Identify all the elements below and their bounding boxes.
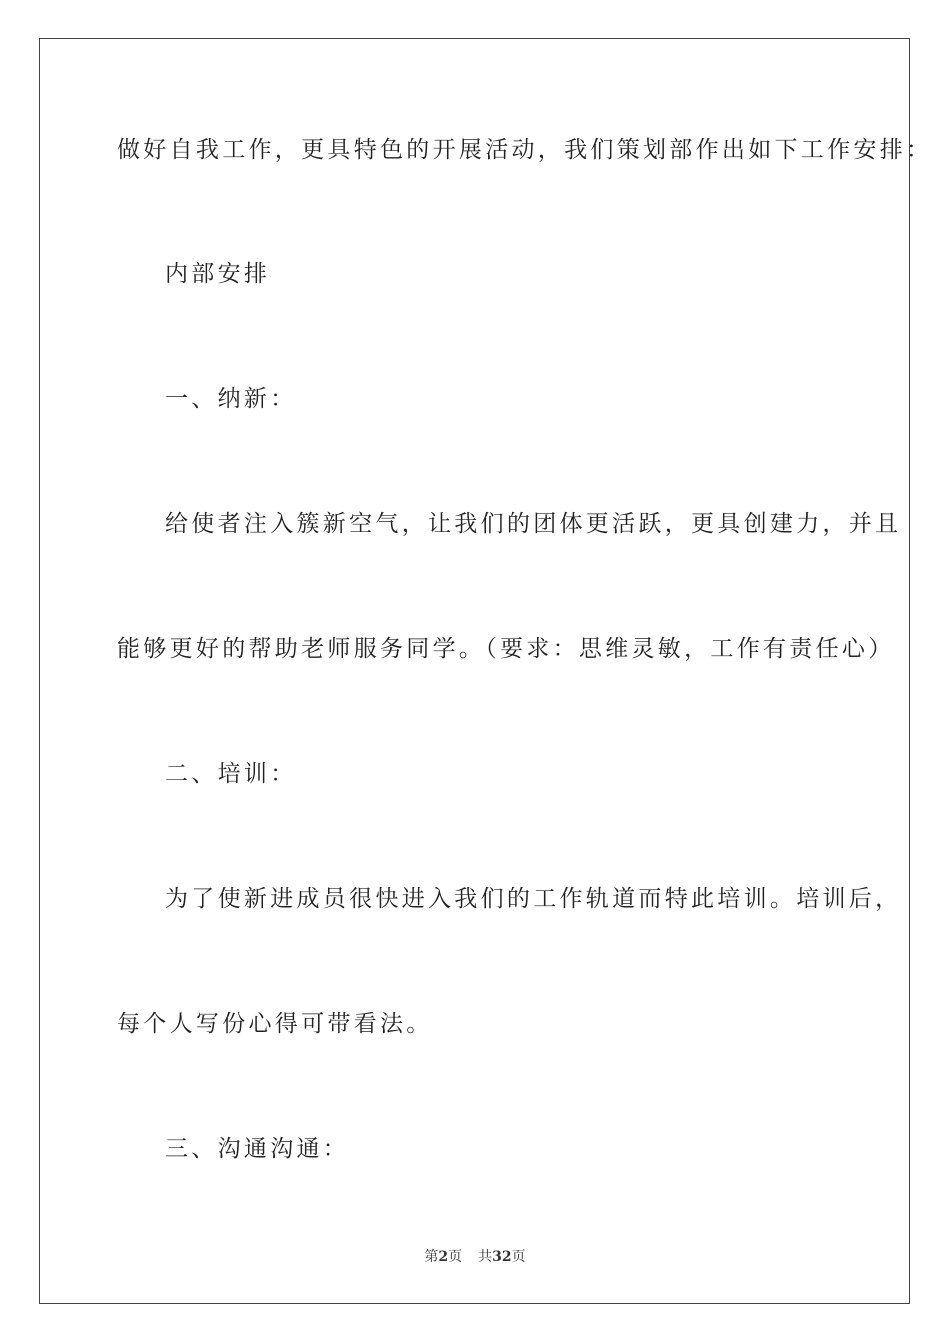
- page-footer: [0, 1246, 950, 1266]
- paragraph-line: 能够更好的帮助老师服务同学。（要求：思维灵敏，工作有责任心）: [117, 636, 895, 662]
- section-heading: 内部安排: [165, 261, 271, 287]
- paragraph-line: 做好自我工作，更具特色的开展活动，我们策划部作出如下工作安排：: [117, 137, 933, 163]
- paragraph-line: 为了使新进成员很快进入我们的工作轨道而特此培训。培训后，: [165, 886, 902, 912]
- total-suffix: 页: [511, 1249, 526, 1265]
- total-prefix: 共: [478, 1249, 493, 1265]
- page-prefix: 第: [424, 1249, 439, 1265]
- page-number: 2: [438, 1249, 449, 1265]
- paragraph-line: 每个人写份心得可带看法。: [117, 1011, 433, 1037]
- page-border: [39, 38, 910, 1304]
- section-heading: 一、纳新：: [165, 386, 297, 412]
- section-heading: 二、培训：: [165, 761, 297, 787]
- paragraph-line: 给使者注入簇新空气，让我们的团体更活跃，更具创建力，并且: [165, 511, 902, 537]
- page-suffix: 页: [448, 1249, 463, 1265]
- section-heading: 三、沟通沟通：: [165, 1136, 350, 1162]
- total-pages: 32: [492, 1249, 512, 1265]
